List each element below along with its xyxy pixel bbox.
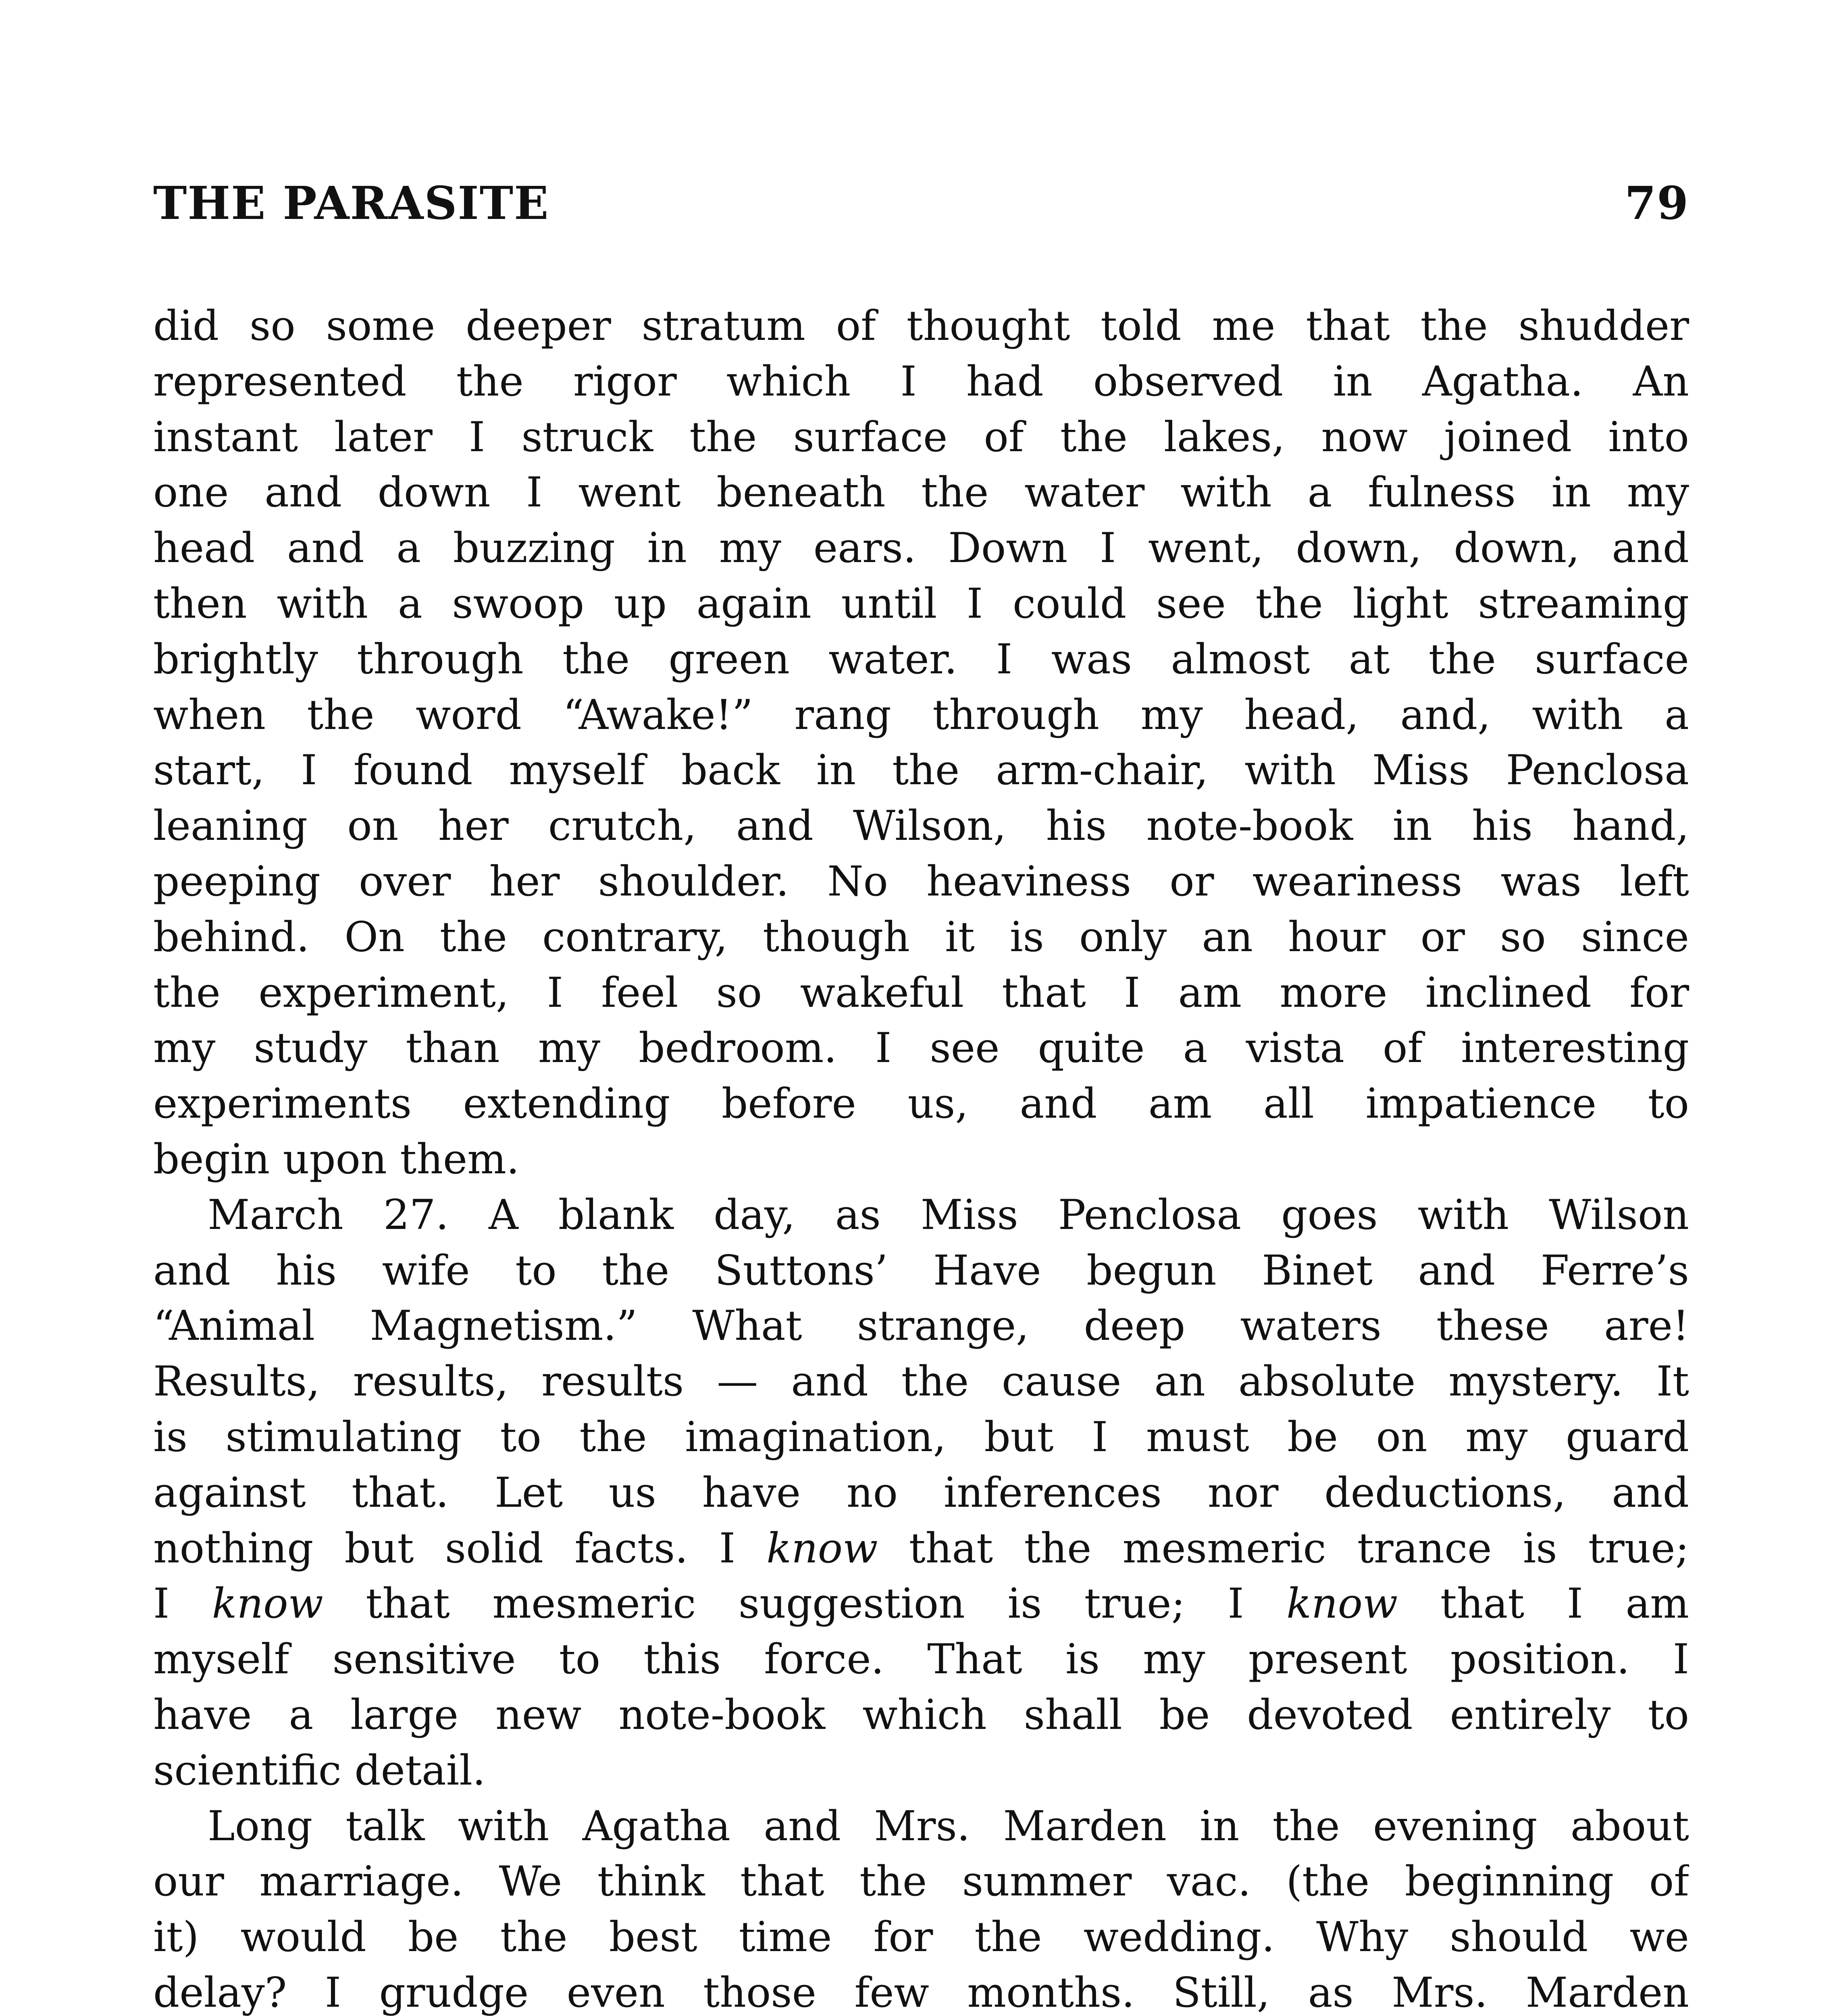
text-run: I — [153, 1580, 212, 1628]
emphasis: know — [212, 1580, 323, 1628]
text-line — [153, 1354, 1689, 1410]
text-line-content — [153, 1635, 1689, 1683]
text-line-content — [153, 1469, 1689, 1517]
text-run: scientific detail. — [153, 1746, 486, 1795]
text-run: peeping over her shoulder. No heaviness or weariness was left — [153, 857, 1689, 906]
text-line — [153, 1521, 1689, 1577]
text-run: behind. On the contrary, though it is only an hour or so since — [153, 913, 1689, 961]
text-line-content — [153, 969, 1689, 1017]
text-run: that the mesmeric trance is true; — [878, 1524, 1689, 1572]
text-line-content — [153, 1024, 1689, 1072]
text-line-content — [153, 1524, 1689, 1572]
text-line-content — [153, 1913, 1689, 1961]
text-line-content — [153, 913, 1689, 961]
text-run: the experiment, I feel so wakeful that I am more inclined for — [153, 968, 1689, 1017]
text-line — [153, 743, 1689, 798]
emphasis: know — [1286, 1580, 1398, 1628]
text-line — [153, 354, 1689, 410]
text-line — [153, 1632, 1689, 1687]
text-run: brightly through the green water. I was almost at the surface — [153, 635, 1689, 683]
text-line — [153, 1854, 1689, 1910]
text-line — [153, 1799, 1689, 1854]
text-run: when the word “Awake!” rang through my head, and, with a — [153, 691, 1689, 739]
text-run: myself sensitive to this force. That is my present position. I — [153, 1635, 1689, 1684]
text-line — [153, 1132, 1689, 1187]
text-run: one and down I went beneath the water with a fulness in my — [153, 469, 1689, 517]
text-line — [153, 854, 1689, 910]
text-line-content — [153, 358, 1689, 406]
text-line — [153, 1243, 1689, 1299]
text-line — [153, 521, 1689, 576]
text-line — [153, 1076, 1689, 1132]
text-line-content — [208, 1802, 1689, 1850]
text-run: then with a swoop up again until I could see the light streaming — [153, 579, 1689, 628]
text-line — [153, 1965, 1689, 2016]
text-line — [153, 687, 1689, 743]
text-run: Long talk with Agatha and Mrs. Marden in the evening about — [208, 1802, 1689, 1850]
text-line — [153, 910, 1689, 965]
text-line — [153, 798, 1689, 854]
text-line-content — [153, 1080, 1689, 1128]
text-line — [153, 965, 1689, 1021]
text-line-content — [153, 635, 1689, 683]
text-run: nothing but solid facts. I — [153, 1524, 767, 1572]
text-line-content — [153, 746, 1689, 794]
text-run: delay? I grudge even those few months. Still, as Mrs. Marden — [153, 1968, 1689, 2016]
text-line-content — [153, 413, 1689, 461]
text-run: Results, results, results — and the cause an absolute mystery. It — [153, 1358, 1689, 1406]
text-run: March 27. A blank day, as Miss Penclosa goes with Wilson — [208, 1191, 1689, 1239]
text-run: begin upon them. — [153, 1135, 520, 1183]
text-line-content — [208, 1191, 1689, 1239]
text-run: have a large new note-book which shall be devoted entirely to — [153, 1691, 1689, 1739]
running-title: THE PARASITE — [153, 177, 549, 230]
text-line-content — [153, 1969, 1689, 2016]
text-line-content — [153, 302, 1689, 350]
text-line-content — [153, 802, 1689, 850]
text-line-content — [153, 469, 1689, 516]
text-line — [153, 1410, 1689, 1465]
text-line-content — [153, 1358, 1689, 1406]
text-run: “Animal Magnetism.” What strange, deep waters these are! — [153, 1302, 1689, 1350]
text-line-content — [153, 524, 1689, 572]
text-line — [153, 1687, 1689, 1743]
text-line-content — [153, 1691, 1689, 1739]
text-run: my study than my bedroom. I see quite a vista of interesting — [153, 1024, 1689, 1073]
text-line — [153, 1576, 1689, 1632]
text-run: start, I found myself back in the arm-chair, with Miss Penclosa — [153, 746, 1689, 795]
text-line — [153, 576, 1689, 632]
text-run: our marriage. We think that the summer vac. (the beginning of — [153, 1858, 1689, 1906]
text-run: head and a buzzing in my ears. Down I went, down, down, and — [153, 524, 1689, 573]
text-line-content — [153, 1747, 485, 1795]
text-line-content — [153, 1247, 1689, 1295]
text-run: and his wife to the Suttons’ Have begun Binet and Ferre’s — [153, 1246, 1689, 1295]
text-line-content — [153, 1858, 1689, 1906]
text-run: it) would be the best time for the wedding. Why should we — [153, 1913, 1689, 1962]
text-run: that I am — [1398, 1580, 1689, 1628]
text-run: is stimulating to the imagination, but I must be on my guard — [153, 1413, 1689, 1461]
text-line-content — [153, 858, 1689, 906]
text-line-content — [153, 1413, 1689, 1461]
text-line — [153, 1465, 1689, 1521]
text-line-content — [153, 1580, 1689, 1628]
text-run: that mesmeric suggestion is true; I — [323, 1580, 1287, 1628]
text-line-content — [153, 580, 1689, 628]
text-run: did so some deeper stratum of thought told me that the shudder — [153, 302, 1689, 350]
text-line — [153, 1187, 1689, 1243]
text-run: instant later I struck the surface of the lakes, now joined into — [153, 413, 1689, 461]
text-line — [153, 632, 1689, 687]
page-number: 79 — [1625, 177, 1689, 230]
emphasis: know — [766, 1524, 878, 1572]
text-line-content — [153, 1135, 519, 1183]
text-run: leaning on her crutch, and Wilson, his note-book in his hand, — [153, 802, 1689, 850]
text-line — [153, 1910, 1689, 1965]
text-run: experiments extending before us, and am all impatience to — [153, 1080, 1689, 1128]
text-line-content — [153, 1302, 1689, 1350]
text-line — [153, 1020, 1689, 1076]
text-line — [153, 1743, 1689, 1799]
running-head — [153, 173, 1689, 234]
text-line — [153, 298, 1689, 354]
text-line — [153, 465, 1689, 521]
text-line-content — [153, 691, 1689, 739]
text-run: represented the rigor which I had observed in Agatha. An — [153, 357, 1689, 406]
text-line — [153, 1298, 1689, 1354]
text-line — [153, 410, 1689, 465]
body-text — [153, 298, 1689, 2016]
text-run: against that. Let us have no inferences nor deductions, and — [153, 1468, 1689, 1517]
